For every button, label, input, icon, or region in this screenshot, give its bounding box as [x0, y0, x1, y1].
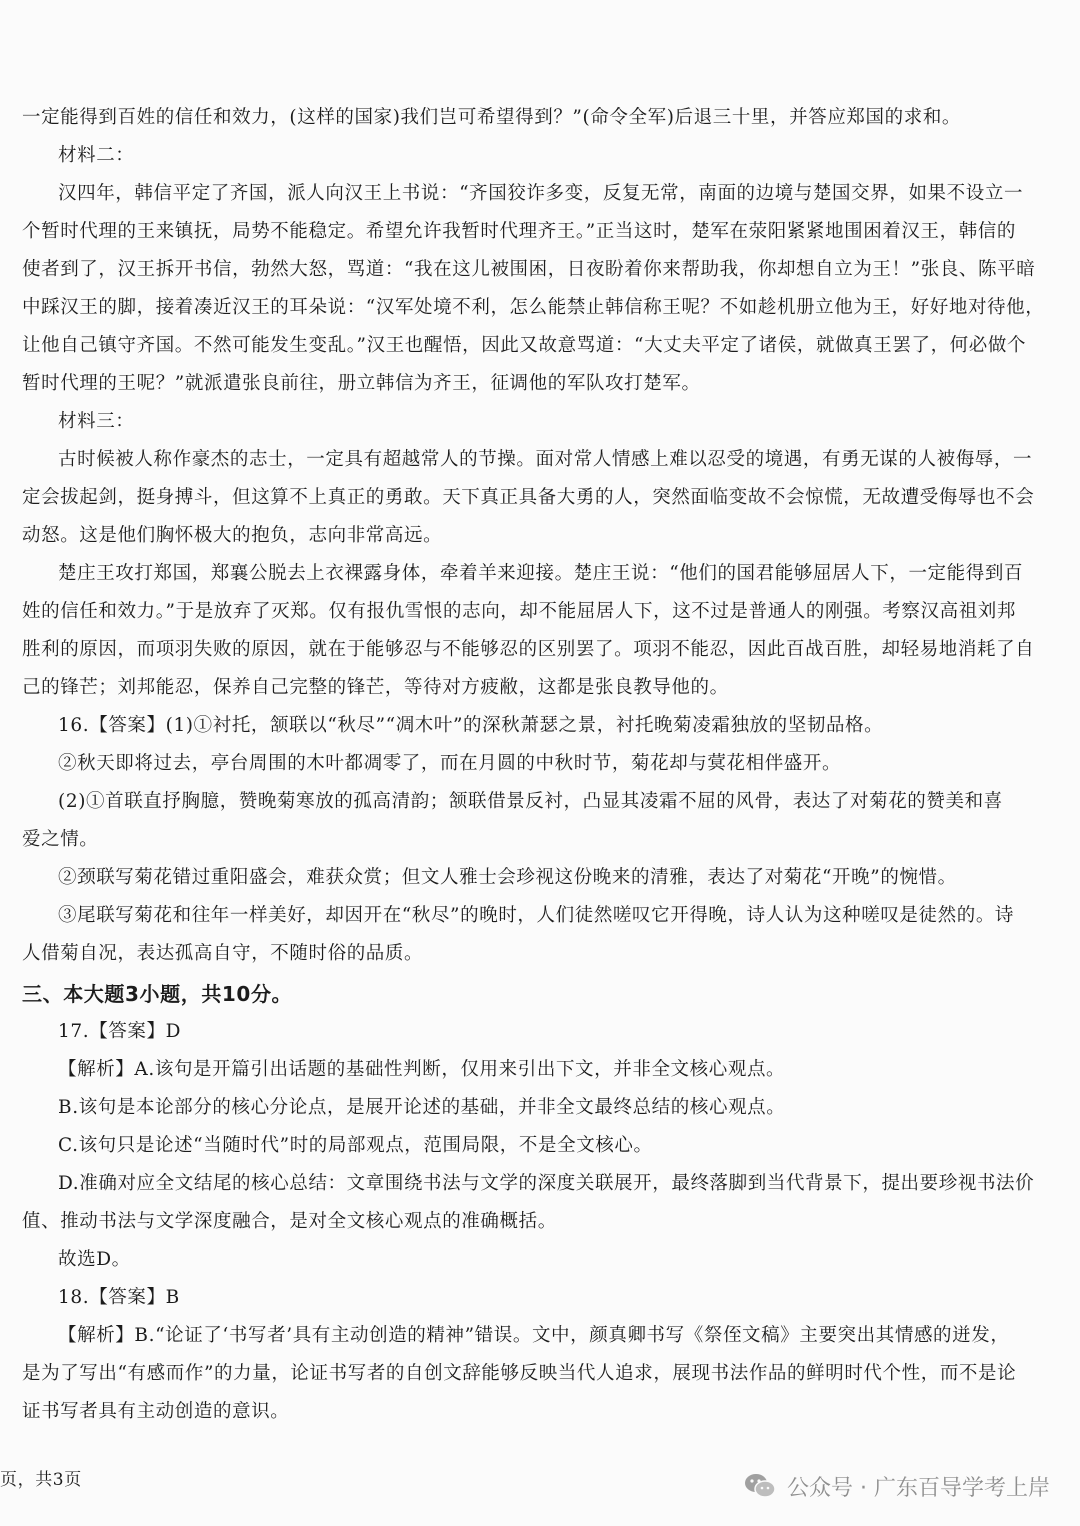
text-line: 证书写者具有主动创造的意识。 [22, 1401, 290, 1422]
text-line: (2)①首联直抒胸臆，赞晚菊寒放的孤高清韵；颔联借景反衬，凸显其凌霜不屈的风骨，表达了对菊花的赞美和喜 [58, 791, 1003, 812]
text-line: ②颈联写菊花错过重阳盛会，难获众赏；但文人雅士会珍视这份晚来的清雅，表达了对菊花“开晚”的惋惜。 [58, 867, 957, 888]
analysis-line: 【解析】B.“论证了‘书写者’具有主动创造的精神”错误。文中，颜真卿书写《祭侄文稿》主要突出其情感的迸发， [58, 1325, 1010, 1346]
text-line: 使者到了，汉王拆开书信，勃然大怒，骂道：“我在这儿被围困，日夜盼着你来帮助我，你却想自立为王！”张良、陈平暗 [22, 259, 1036, 280]
text-line: 汉四年，韩信平定了齐国，派人向汉王上书说：“齐国狡诈多变，反复无常，南面的边境与楚国交界，如果不设立一 [58, 183, 1024, 204]
text-line: 中踩汉王的脚，接着凑近汉王的耳朵说：“汉军处境不利，怎么能禁止韩信称王呢？不如趁机册立他为王，好好地对待他， [22, 297, 1045, 318]
text-line: C.该句只是论述“当随时代”时的局部观点，范围局限，不是全文核心。 [58, 1135, 653, 1156]
text-line: B.该句是本论部分的核心分论点，是展开论述的基础，并非全文最终总结的核心观点。 [58, 1097, 786, 1118]
text-line: 古时候被人称作豪杰的志士，一定具有超越常人的节操。面对常人情感上难以忍受的境遇，有勇无谋的人被侮辱，一 [58, 449, 1033, 470]
answer-line: 16.【答案】(1)①衬托，颔联以“秋尽”“凋木叶”的深秋萧瑟之景，衬托晚菊凌霜独放的坚韧品格。 [58, 715, 884, 736]
text-line: 动怒。这是他们胸怀极大的抱负，志向非常高远。 [22, 525, 443, 546]
text-line: 己的锋芒；刘邦能忍，保养自己完整的锋芒，等待对方疲敝，这都是张良教导他的。 [22, 677, 729, 698]
section-label: 材料三： [58, 411, 135, 432]
answer-line: 18.【答案】B [58, 1287, 180, 1308]
text-line: 姓的信任和效力。”于是放弃了灭郑。仅有报仇雪恨的志向，却不能屈居人下，这不过是普通人的刚强。考察汉高祖刘邦 [22, 601, 1017, 622]
text-line: 让他自己镇守齐国。不然可能发生变乱。”汉王也醒悟，因此又故意骂道：“大丈夫平定了诸侯，就做真王罢了，何必做个 [22, 335, 1027, 356]
text-line: ②秋天即将过去，亭台周围的木叶都凋零了，而在月圆的中秋时节，菊花却与蓂花相伴盛开。 [58, 753, 842, 774]
analysis-line: 【解析】A.该句是开篇引出话题的基础性判断，仅用来引出下文，并非全文核心观点。 [58, 1059, 786, 1080]
section-heading: 三、本大题3小题，共10分。 [22, 982, 293, 1006]
text-line: 暂时代理的王呢？”就派遣张良前往，册立韩信为齐王，征调他的军队攻打楚军。 [22, 373, 701, 394]
answer-line: 17.【答案】D [58, 1021, 182, 1042]
text-line: 是为了写出“有感而作”的力量，论证书写者的自创文辞能够反映当代人追求，展现书法作品的鲜明时代个性，而不是论 [22, 1363, 1017, 1384]
text-line: 爱之情。 [22, 829, 99, 850]
page-number: 页，共3页 [0, 1470, 82, 1490]
text-line: D.准确对应全文结尾的核心总结：文章围绕书法与文学的深度关联展开，最终落脚到当代背景下，提出要珍视书法价 [58, 1173, 1035, 1194]
text-line: 值、推动书法与文学深度融合，是对全文核心观点的准确概括。 [22, 1211, 557, 1232]
text-line: 楚庄王攻打郑国，郑襄公脱去上衣裸露身体，牵着羊来迎接。楚庄王说：“他们的国君能够屈居人下，一定能得到百 [58, 563, 1024, 584]
watermark [743, 1466, 1050, 1506]
text-line: 故选D。 [58, 1249, 131, 1270]
text-line: ③尾联写菊花和往年一样美好，却因开在“秋尽”的晚时，人们徒然嗟叹它开得晚，诗人认为这种嗟叹是徒然的。诗 [58, 905, 1015, 926]
text-line: 人借菊自况，表达孤高自守，不随时俗的品质。 [22, 943, 424, 964]
watermark-text: 公众号 · 广东百导学考上岸 [787, 1475, 1050, 1501]
text-line: 胜利的原因，而项羽失败的原因，就在于能够忍与不能够忍的区别罢了。项羽不能忍，因此百战百胜，却轻易地消耗了自 [22, 639, 1035, 660]
text-line: 一定能得到百姓的信任和效力，(这样的国家)我们岂可希望得到？”(命令全军)后退三十里，并答应郑国的求和。 [22, 107, 962, 128]
text-line: 定会拔起剑，挺身搏斗，但这算不上真正的勇敢。天下真正具备大勇的人，突然面临变故不会惊慌，无故遭受侮辱也不会 [22, 487, 1035, 508]
section-label: 材料二： [58, 145, 135, 166]
text-line: 个暂时代理的王来镇抚，局势不能稳定。希望允许我暂时代理齐王。”正当这时，楚军在荥阳紧紧地围困着汉王，韩信的 [22, 221, 1017, 242]
wechat-icon [743, 1469, 777, 1503]
